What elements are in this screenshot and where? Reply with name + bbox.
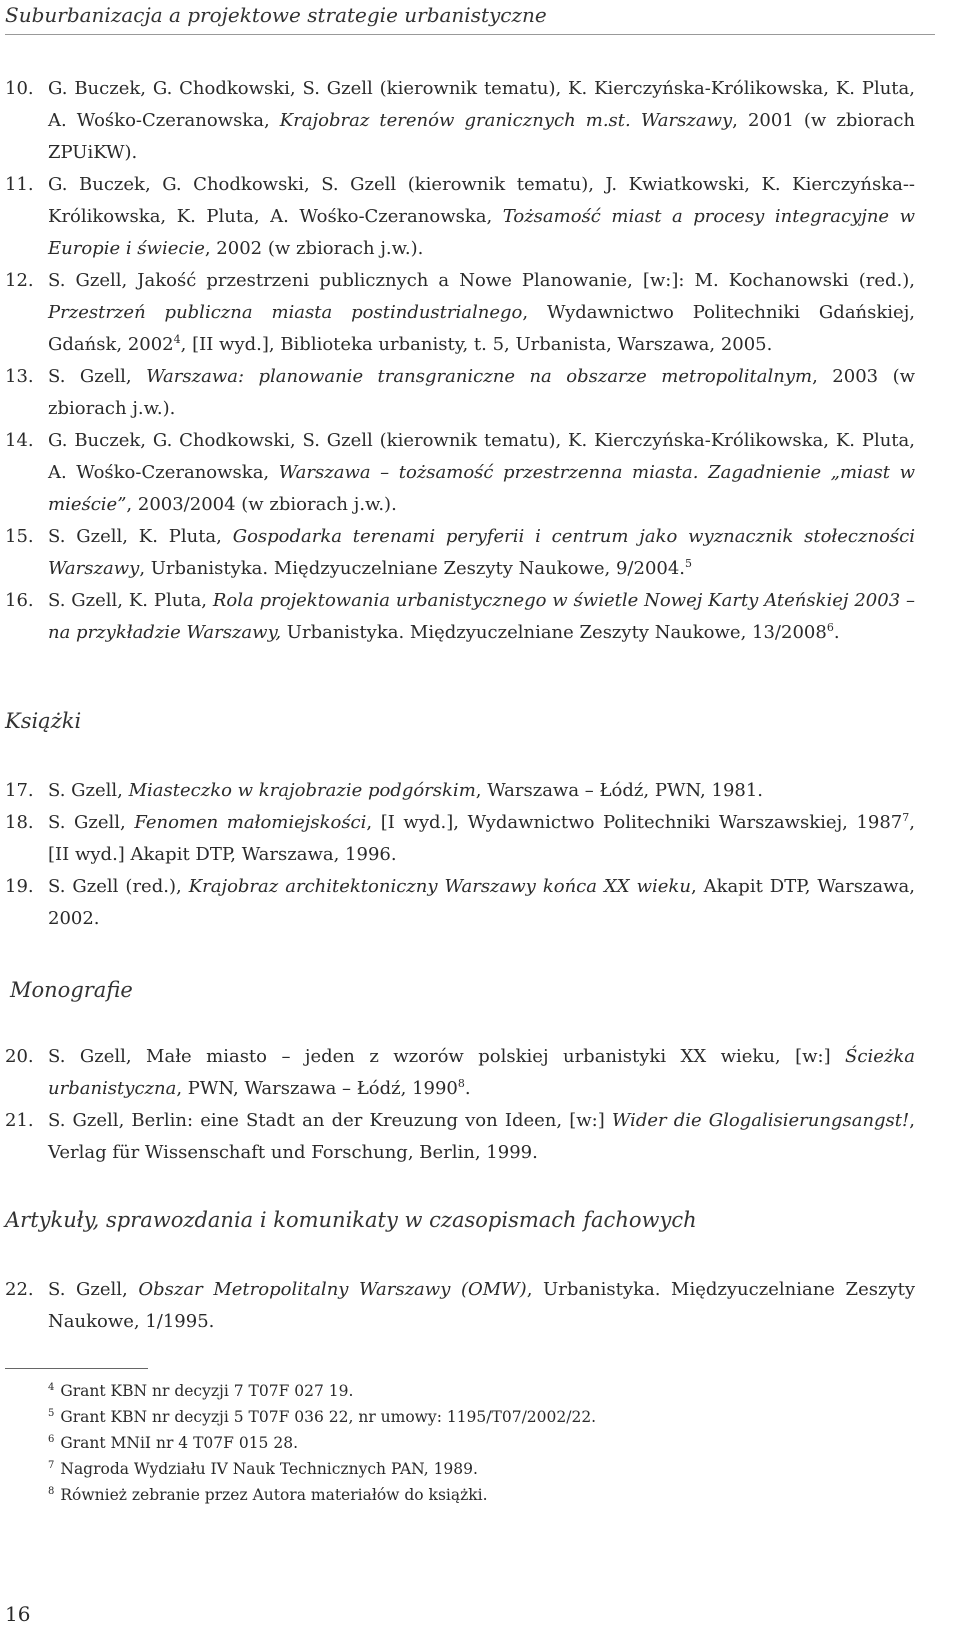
entry-text xyxy=(48,425,915,521)
footnote xyxy=(48,1404,908,1430)
footnote-text: Grant KBN nr decyzji 7 T07F 027 19. xyxy=(60,1382,354,1400)
entry-text-part: S. Gzell, xyxy=(48,1279,139,1300)
entry-text-part: . xyxy=(833,622,840,643)
entry-text xyxy=(48,775,915,807)
bibliography-entry xyxy=(5,73,915,169)
entry-text-part: Urbanistyka. Międzyuczelniane Zeszyty Naukowe, 13/2008 xyxy=(281,622,827,643)
footnote-mark: 4 xyxy=(48,1381,55,1393)
entry-title-italic: Gospodarka terenami peryferii i centrum jako wyznacznik stołeczności Warszawy xyxy=(48,526,915,579)
footnote-reference: 7 xyxy=(902,811,910,824)
entry-text-part: G. Buczek, G. Chodkowski, S. Gzell (kierownik tematu), J. Kwiatkowski, K. Kierczyńska--Królikowska, K. Pluta, A. Wośko-Czeranowska, xyxy=(48,174,915,227)
entry-text-part: , 2001 (w zbiorach ZPUiKW). xyxy=(48,110,916,163)
footnote-mark: 8 xyxy=(48,1485,55,1497)
footnote-reference: 8 xyxy=(457,1077,465,1090)
entry-title-italic: Obszar Metropolitalny Warszawy (OMW) xyxy=(138,1279,527,1300)
entry-number: 19. xyxy=(5,876,34,897)
section-heading-books: Książki xyxy=(5,709,82,733)
entry-number: 17. xyxy=(5,780,34,801)
entry-text xyxy=(48,169,915,265)
entry-text-part: G. Buczek, G. Chodkowski, S. Gzell (kierownik tematu), K. Kierczyńska-Królikowska, K. Pluta, A. Wośko-Czeranowska, xyxy=(48,78,915,131)
entry-text-part: , 2003/2004 (w zbiorach j.w.). xyxy=(126,494,397,515)
footnote-reference: 4 xyxy=(173,333,181,346)
bibliography-list-articles xyxy=(5,1274,915,1338)
footnote-reference: 6 xyxy=(826,621,834,634)
entry-text-part: S. Gzell, xyxy=(48,812,135,833)
entry-title-italic: Krajobraz terenów granicznych m.st. Warszawy xyxy=(279,110,733,131)
entry-text xyxy=(48,1105,915,1169)
entry-number: 10. xyxy=(5,78,34,99)
entry-number: 11. xyxy=(5,174,34,195)
entry-text-part: , [II wyd.] Akapit DTP, Warszawa, 1996. xyxy=(48,812,915,865)
entry-number: 14. xyxy=(5,430,34,451)
entry-number: 18. xyxy=(5,812,34,833)
entry-number: 13. xyxy=(5,366,34,387)
footnotes xyxy=(48,1378,908,1508)
footnote xyxy=(48,1456,908,1482)
entry-number: 15. xyxy=(5,526,34,547)
entry-text-part: , [I wyd.], Wydawnictwo Politechniki Warszawskiej, 1987 xyxy=(366,812,903,833)
entry-title-italic: Fenomen małomiejskości xyxy=(134,812,367,833)
bibliography-entry xyxy=(5,871,915,935)
entry-text xyxy=(48,73,915,169)
bibliography-entry xyxy=(5,265,915,361)
page-number: 16 xyxy=(5,1602,31,1626)
bibliography-entry xyxy=(5,361,915,425)
entry-text xyxy=(48,521,915,585)
entry-number: 20. xyxy=(5,1046,34,1067)
entry-text-part: S. Gzell, Małe miasto – jeden z wzorów polskiej urbanistyki XX wieku, [w:] xyxy=(48,1046,846,1067)
entry-text-part: S. Gzell, K. Pluta, xyxy=(48,590,213,611)
footnote-text: Nagroda Wydziału IV Nauk Technicznych PAN, 1989. xyxy=(60,1460,478,1478)
bibliography-entry xyxy=(5,807,915,871)
entry-title-italic: Tożsamość miast a procesy integracyjne w Europie i świecie xyxy=(48,206,916,259)
section-heading-monographs: Monografie xyxy=(10,978,133,1002)
entry-text-part: , 2002 (w zbiorach j.w.). xyxy=(204,238,424,259)
entry-number: 12. xyxy=(5,270,34,291)
entry-text-part: , Akapit DTP, Warszawa, 2002. xyxy=(48,876,916,929)
footnote-text: Również zebranie przez Autora materiałów do książki. xyxy=(60,1486,488,1504)
entry-text-part: S. Gzell, xyxy=(48,366,147,387)
entry-text-part: S. Gzell, K. Pluta, xyxy=(48,526,233,547)
entry-text xyxy=(48,1041,915,1105)
entry-number: 21. xyxy=(5,1110,34,1131)
footnote xyxy=(48,1482,908,1508)
bibliography-entry xyxy=(5,585,915,649)
bibliography-list-monographs xyxy=(5,1041,915,1169)
footnote-separator xyxy=(5,1368,148,1369)
entry-text xyxy=(48,265,915,361)
bibliography-entry xyxy=(5,425,915,521)
bibliography-entry xyxy=(5,521,915,585)
bibliography-entry xyxy=(5,169,915,265)
entry-text-part: S. Gzell, Jakość przestrzeni publicznych a Nowe Planowanie, [w:]: M. Kochanowski (red.), xyxy=(48,270,915,291)
footnote-mark: 6 xyxy=(48,1433,55,1445)
footnote xyxy=(48,1378,908,1404)
entry-text xyxy=(48,1274,915,1338)
entry-text-part: , Warszawa – Łódź, PWN, 1981. xyxy=(475,780,764,801)
entry-text-part: , 2003 (w zbiorach j.w.). xyxy=(48,366,915,419)
entry-text-part: , PWN, Warszawa – Łódź, 1990 xyxy=(176,1078,458,1099)
entry-text-part: G. Buczek, G. Chodkowski, S. Gzell (kierownik tematu), K. Kierczyńska-Królikowska, K. Pluta, A. Wośko-Czeranowska, xyxy=(48,430,915,483)
entry-text-part: , Verlag für Wissenschaft und Forschung, Berlin, 1999. xyxy=(48,1110,916,1163)
bibliography-entry xyxy=(5,1105,915,1169)
running-header: Suburbanizacja a projektowe strategie urbanistyczne xyxy=(5,0,935,35)
entry-text-part: , [II wyd.], Biblioteka urbanisty, t. 5, Urbanista, Warszawa, 2005. xyxy=(180,334,773,355)
entry-title-italic: Krajobraz architektoniczny Warszawy końca XX wieku xyxy=(188,876,691,897)
entry-text-part: S. Gzell (red.), xyxy=(48,876,189,897)
entry-text xyxy=(48,361,915,425)
entry-title-italic: Miasteczko w krajobrazie podgórskim xyxy=(128,780,476,801)
bibliography-list-books xyxy=(5,775,915,935)
entry-text-part: , Wydawnictwo Politechniki Gdańskiej, Gdańsk, 2002 xyxy=(48,302,915,355)
entry-text xyxy=(48,871,915,935)
bibliography-entry xyxy=(5,1274,915,1338)
entry-text xyxy=(48,807,915,871)
bibliography-list-reports xyxy=(5,73,915,649)
entry-number: 22. xyxy=(5,1279,34,1300)
bibliography-entry xyxy=(5,1041,915,1105)
footnote-text: Grant KBN nr decyzji 5 T07F 036 22, nr umowy: 1195/T07/2002/22. xyxy=(60,1408,597,1426)
entry-title-italic: Przestrzeń publiczna miasta postindustrialnego xyxy=(48,302,523,323)
footnote-mark: 7 xyxy=(48,1459,55,1471)
entry-title-italic: Rola projektowania urbanistycznego w świetle Nowej Karty Ateńskiej 2003 – na przykładzie Warszawy, xyxy=(48,590,915,643)
entry-title-italic: Warszawa – tożsamość przestrzenna miasta. Zagadnienie „miast w mieście” xyxy=(48,462,915,515)
entry-text-part: S. Gzell, xyxy=(48,780,129,801)
footnote-text: Grant MNiI nr 4 T07F 015 28. xyxy=(60,1434,298,1452)
entry-title-italic: Warszawa: planowanie transgraniczne na obszarze metropolitalnym xyxy=(146,366,813,387)
entry-title-italic: Wider die Glogalisierungsangst! xyxy=(611,1110,910,1131)
section-heading-articles: Artykuły, sprawozdania i komunikaty w czasopismach fachowych xyxy=(5,1208,697,1232)
entry-text-part: . xyxy=(464,1078,471,1099)
entry-text-part: , Urbanistyka. Międzyuczelniane Zeszyty Naukowe, 1/1995. xyxy=(48,1279,916,1332)
bibliography-entry xyxy=(5,775,915,807)
footnote-reference: 5 xyxy=(685,557,693,570)
entry-number: 16. xyxy=(5,590,34,611)
footnote-mark: 5 xyxy=(48,1407,55,1419)
entry-text-part: , Urbanistyka. Międzyuczelniane Zeszyty Naukowe, 9/2004. xyxy=(139,558,686,579)
entry-title-italic: Ścieżka urbanistyczna xyxy=(48,1046,915,1099)
footnote xyxy=(48,1430,908,1456)
entry-text-part: S. Gzell, Berlin: eine Stadt an der Kreuzung von Ideen, [w:] xyxy=(48,1110,612,1131)
entry-text xyxy=(48,585,915,649)
